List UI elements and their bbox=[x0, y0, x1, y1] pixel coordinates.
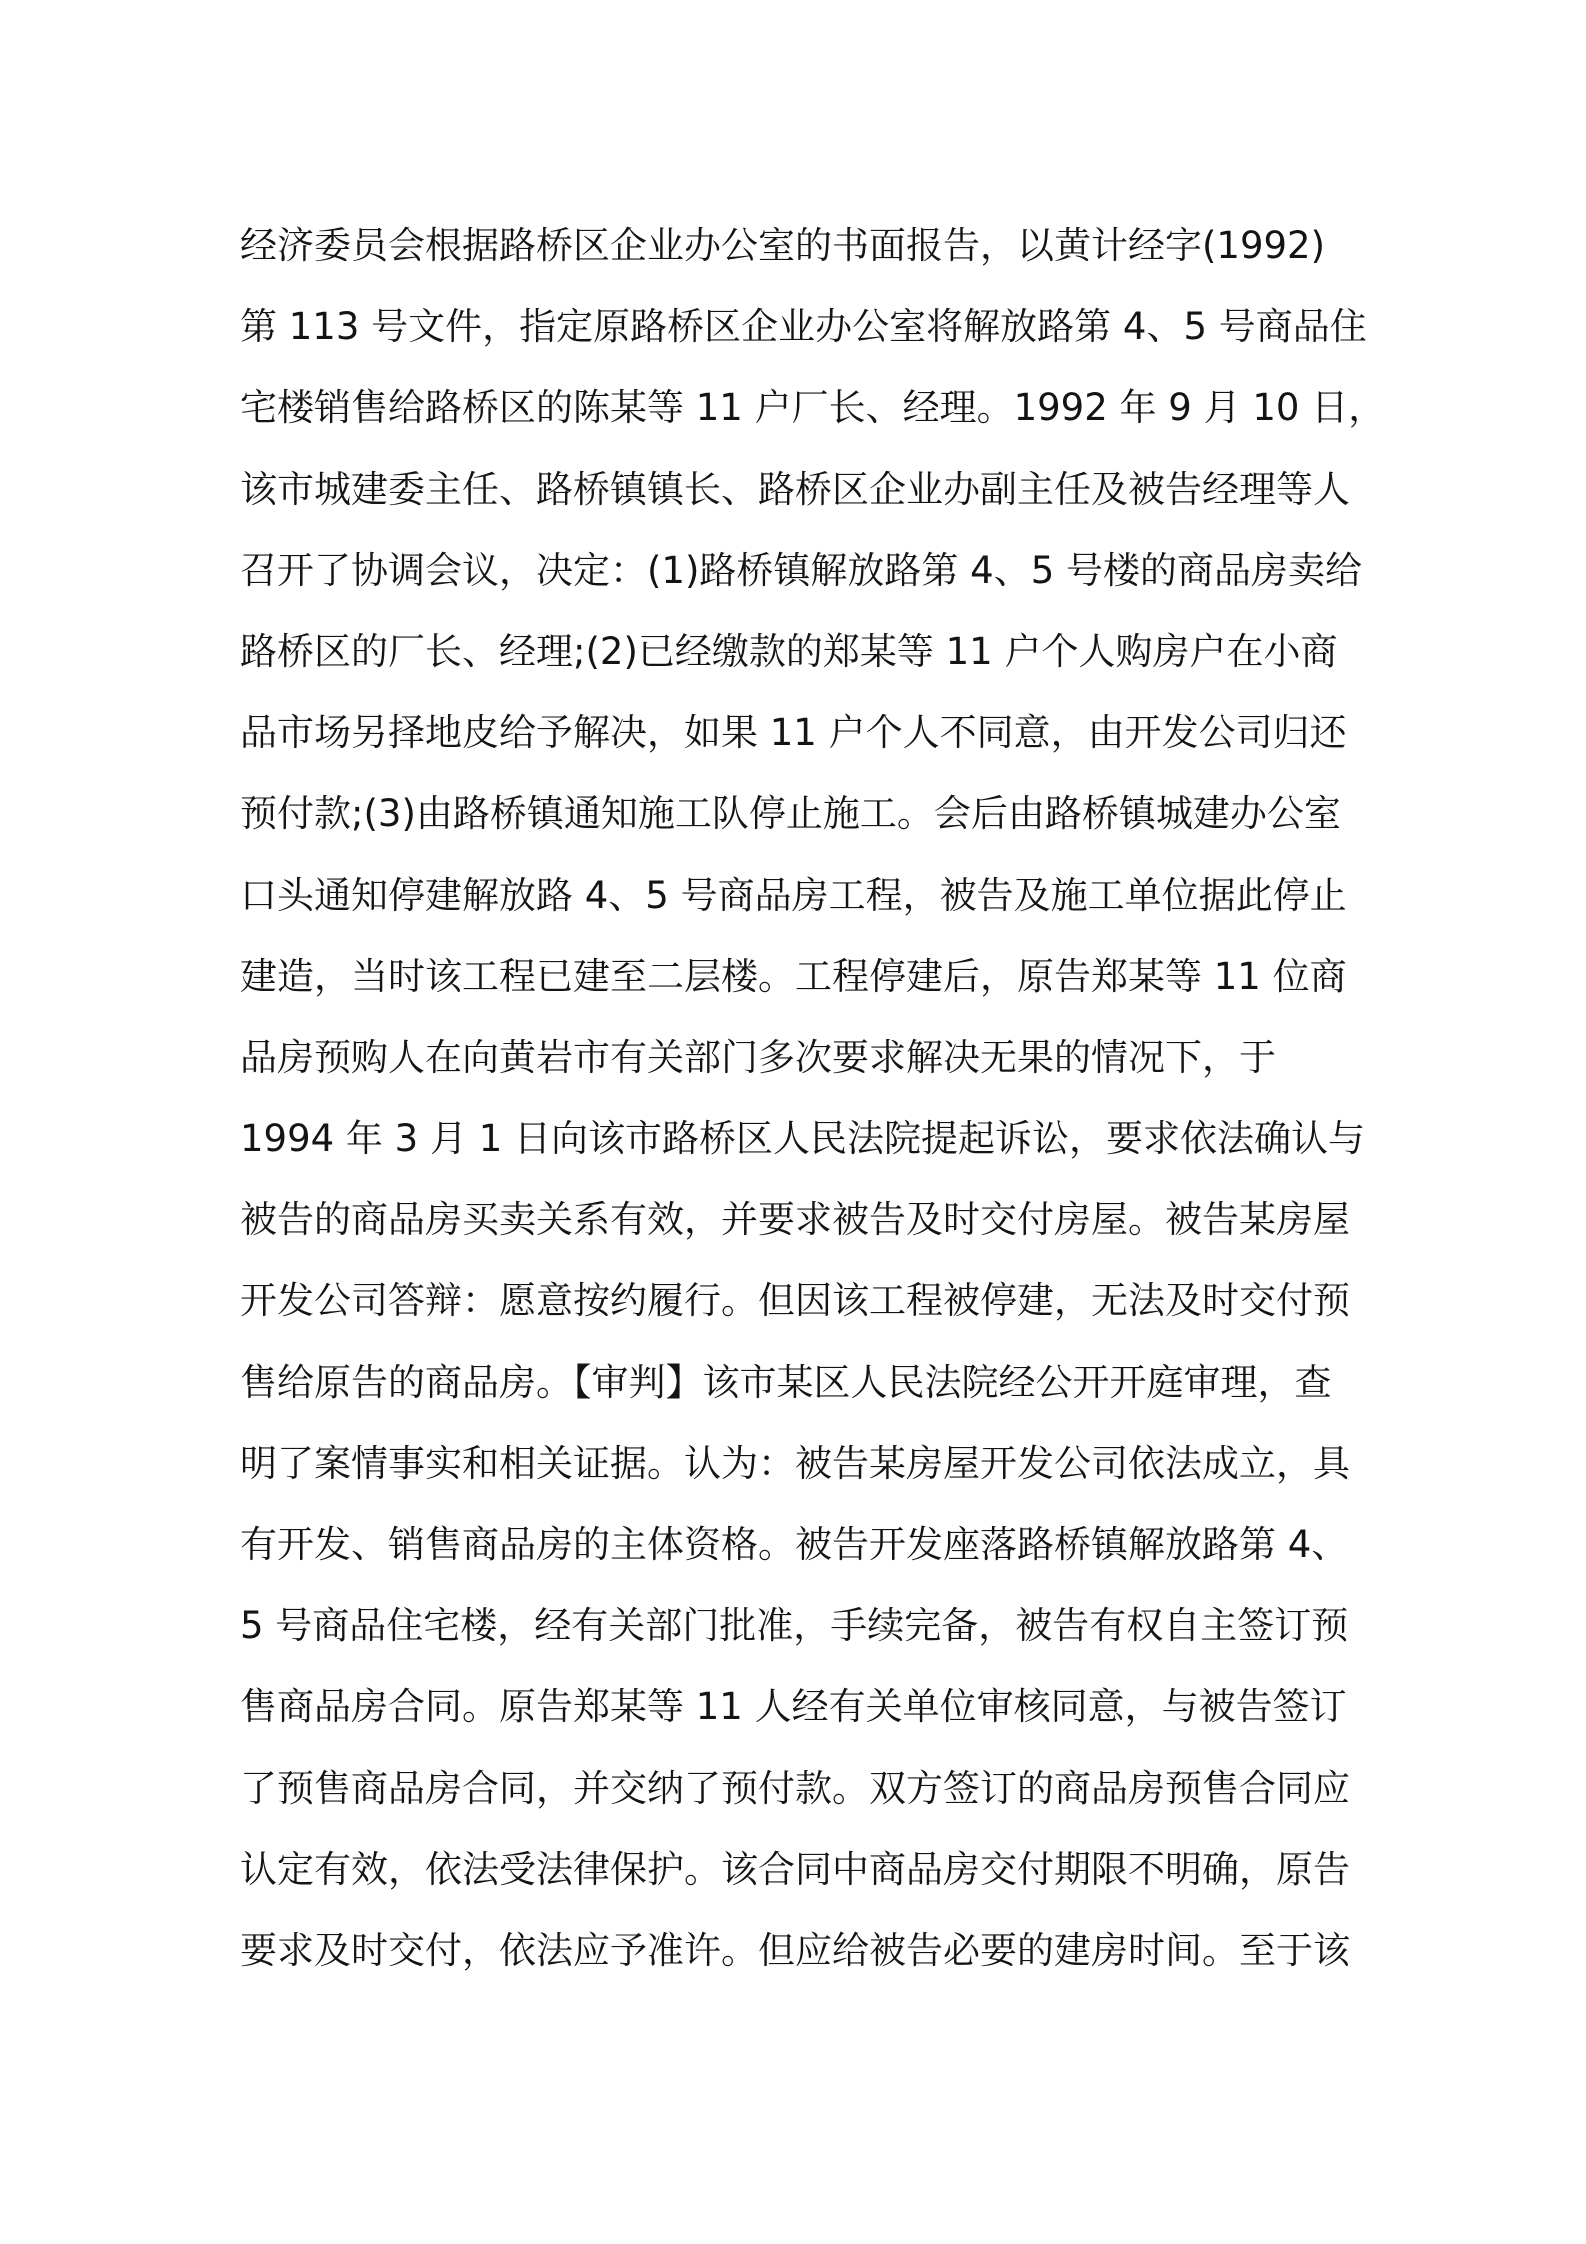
text-line: 口头通知停建解放路 4、5 号商品房工程，被告及施工单位据此停止 bbox=[240, 873, 1347, 917]
text-line: 明了案情事实和相关证据。认为：被告某房屋开发公司依法成立，具 bbox=[240, 1441, 1350, 1485]
text-line: 售商品房合同。原告郑某等 11 人经有关单位审核同意，与被告签订 bbox=[240, 1685, 1347, 1729]
text-line: 经济委员会根据路桥区企业办公室的书面报告，以黄计经字(1992) bbox=[240, 224, 1326, 267]
text-line: 有开发、销售商品房的主体资格。被告开发座落路桥镇解放路第 4、 bbox=[240, 1523, 1349, 1566]
text-line: 认定有效，依法受法律保护。该合同中商品房交付期限不明确，原告 bbox=[240, 1847, 1350, 1891]
text-line: 品房预购人在向黄岩市有关部门多次要求解决无果的情况下，于 bbox=[240, 1035, 1276, 1079]
text-line: 该市城建委主任、路桥镇镇长、路桥区企业办副主任及被告经理等人 bbox=[240, 467, 1350, 511]
body-text bbox=[240, 205, 1386, 1991]
text-line: 召开了协调会议，决定：(1)路桥镇解放路第 4、5 号楼的商品房卖给 bbox=[240, 548, 1363, 592]
text-line: 被告的商品房买卖关系有效，并要求被告及时交付房屋。被告某房屋 bbox=[240, 1198, 1350, 1242]
text-line: 路桥区的厂长、经理;(2)已经缴款的郑某等 11 户个人购房户在小商 bbox=[240, 629, 1338, 673]
text-line: 建造，当时该工程已建至二层楼。工程停建后，原告郑某等 11 位商 bbox=[240, 954, 1347, 998]
text-line: 第 113 号文件，指定原路桥区企业办公室将解放路第 4、5 号商品住 bbox=[240, 305, 1367, 349]
text-line: 品市场另择地皮给予解决，如果 11 户个人不同意，由开发公司归还 bbox=[240, 711, 1347, 755]
text-line: 宅楼销售给路桥区的陈某等 11 户厂长、经理。1992 年 9 月 10 日， bbox=[240, 386, 1386, 430]
text-line: 5 号商品住宅楼，经有关部门批准，手续完备，被告有权自主签订预 bbox=[240, 1604, 1349, 1648]
text-line: 售给原告的商品房。【审判】该市某区人民法院经公开开庭审理，查 bbox=[240, 1360, 1332, 1404]
text-line: 开发公司答辩：愿意按约履行。但因该工程被停建，无法及时交付预 bbox=[240, 1279, 1350, 1323]
text-line: 要求及时交付，依法应予准许。但应给被告必要的建房时间。至于该 bbox=[240, 1928, 1350, 1972]
text-line: 预付款;(3)由路桥镇通知施工队停止施工。会后由路桥镇城建办公室 bbox=[240, 792, 1341, 836]
text-line: 1994 年 3 月 1 日向该市路桥区人民法院提起诉讼，要求依法确认与 bbox=[240, 1117, 1366, 1161]
text-line: 了预售商品房合同，并交纳了预付款。双方签订的商品房预售合同应 bbox=[240, 1766, 1350, 1810]
